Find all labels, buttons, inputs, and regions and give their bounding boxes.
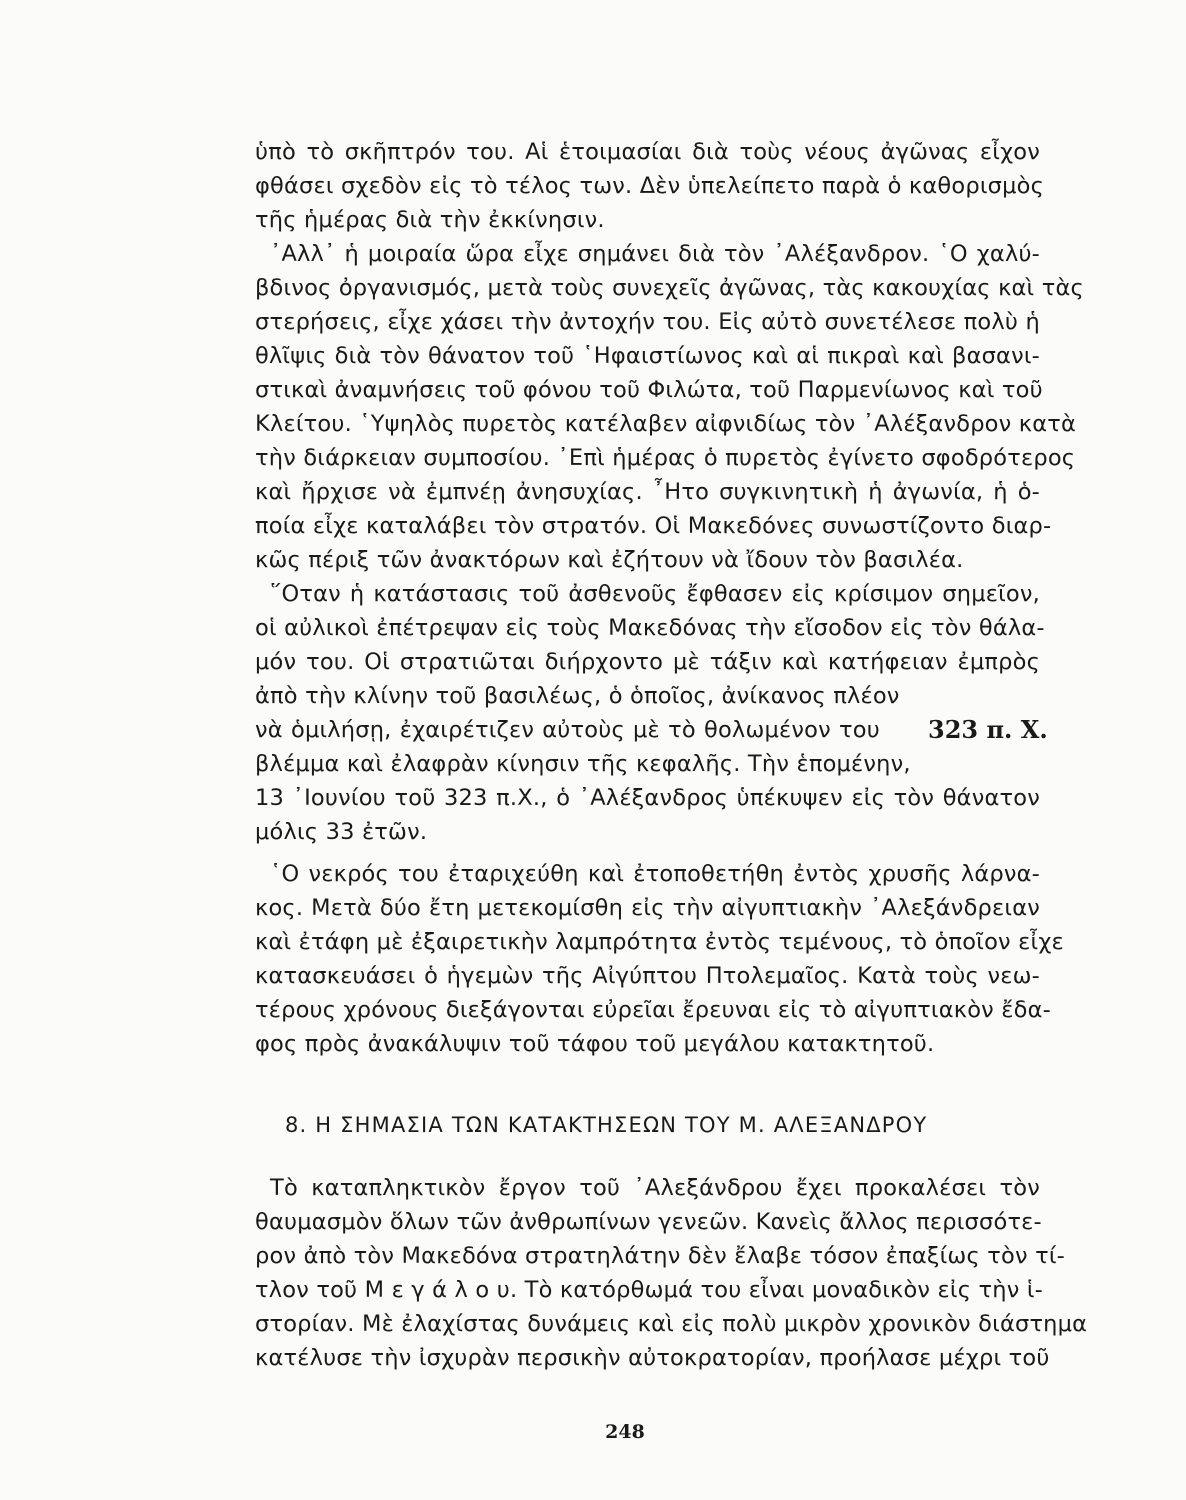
text-line: ῞Οταν ἡ κατάστασις τοῦ ἀσθενοῦς ἔφθασεν εἰς κρίσιμον σημεῖον, <box>270 581 1040 607</box>
text-line: μόν του. Οἱ στρατιῶται διήρχοντο μὲ τάξιν καὶ κατήφειαν ἐμπρὸς <box>255 649 1040 675</box>
text-line: νὰ ὁμιλήσῃ, ἐχαιρέτιζεν αὐτοὺς μὲ τὸ θολωμένον του <box>255 717 880 743</box>
text-line: Κλείτου. ῾Υψηλὸς πυρετὸς κατέλαβεν αἰφνιδίως τὸν ᾿Αλέξανδρον κατὰ <box>255 411 1077 437</box>
text-line: καὶ ἤρχισε νὰ ἐμπνέῃ ἀνησυχίας. ῏Ητο συγκινητικὴ ἡ ἀγωνία, ἡ ὁ- <box>255 479 1040 505</box>
margin-date-note: 323 π. Χ. <box>928 715 1048 744</box>
text-line: ᾿Αλλ᾿ ἡ μοιραία ὥρα εἶχε σημάνει διὰ τὸν ᾿Αλέξανδρον. ῾Ο χαλύ- <box>270 241 1040 267</box>
text-line: τλον τοῦ Μ ε γ ά λ ο υ. Τὸ κατόρθωμά του εἶναι μοναδικὸν εἰς τὴν ἱ- <box>255 1277 1043 1303</box>
text-line: 13 ᾿Ιουνίου τοῦ 323 π.Χ., ὁ ᾿Αλέξανδρος ὑπέκυψεν εἰς τὸν θάνατον <box>255 785 1040 811</box>
text-line: τῆς ἡμέρας διὰ τὴν ἐκκίνησιν. <box>255 207 605 233</box>
text-line: στερήσεις, εἶχε χάσει τὴν ἀντοχήν του. Εἰς αὐτὸ συνετέλεσε πολὺ ἡ <box>255 309 1040 335</box>
text-line: κατέλυσε τὴν ἰσχυρὰν περσικὴν αὐτοκρατορίαν, προήλασε μέχρι τοῦ <box>255 1345 1050 1371</box>
text-line: βδινος ὀργανισμός, μετὰ τοὺς συνεχεῖς ἀγῶνας, τὰς κακουχίας καὶ τὰς <box>255 275 1084 301</box>
text-line: θλῖψις διὰ τὸν θάνατον τοῦ ῾Ηφαιστίωνος καὶ αἱ πικραὶ καὶ βασανι- <box>255 343 1040 369</box>
text-line: κος. Μετὰ δύο ἔτη μετεκομίσθη εἰς τὴν αἰγυπτιακὴν ᾿Αλεξάνδρειαν <box>255 895 1040 921</box>
text-line: τέρους χρόνους διεξάγονται εὐρεῖαι ἔρευναι εἰς τὸ αἰγυπτιακὸν ἔδα- <box>255 997 1051 1023</box>
text-line: Τὸ καταπληκτικὸν ἔργον τοῦ ᾿Αλεξάνδρου ἔχει προκαλέσει τὸν <box>270 1175 1040 1201</box>
page-number: 248 <box>605 1421 645 1443</box>
text-line: φθάσει σχεδὸν εἰς τὸ τέλος των. Δὲν ὑπελείπετο παρὰ ὁ καθορισμὸς <box>255 173 1044 199</box>
text-line: στικαὶ ἀναμνήσεις τοῦ φόνου τοῦ Φιλώτα, τοῦ Παρμενίωνος καὶ τοῦ <box>255 377 1043 403</box>
section-heading: 8. Η ΣΗΜΑΣΙΑ ΤΩΝ ΚΑΤΑΚΤΗΣΕΩΝ ΤΟΥ Μ. ΑΛΕΞΑΝΔΡΟΥ <box>285 1113 928 1137</box>
text-line: κατασκευάσει ὁ ἡγεμὼν τῆς Αἰγύπτου Πτολεμαῖος. Κατὰ τοὺς νεω- <box>255 963 1040 989</box>
text-line: στορίαν. Μὲ ἐλαχίστας δυνάμεις καὶ εἰς πολὺ μικρὸν χρονικὸν διάστημα <box>255 1311 1088 1337</box>
text-line: καὶ ἐτάφη μὲ ἐξαιρετικὴν λαμπρότητα ἐντὸς τεμένους, τὸ ὁποῖον εἶχε <box>255 929 1064 955</box>
text-line: οἱ αὐλικοὶ ἐπέτρεψαν εἰς τοὺς Μακεδόνας τὴν εἴσοδον εἰς τὸν θάλα- <box>255 615 1045 641</box>
text-line: κῶς πέριξ τῶν ἀνακτόρων καὶ ἐζήτουν νὰ ἴδουν τὸν βασιλέα. <box>255 547 964 573</box>
text-line: θαυμασμὸν ὅλων τῶν ἀνθρωπίνων γενεῶν. Κανεὶς ἄλλος περισσότε- <box>255 1209 1042 1235</box>
text-line: ἀπὸ τὴν κλίνην τοῦ βασιλέως, ὁ ὁποῖος, ἀνίκανος πλέον <box>255 683 900 709</box>
text-line: μόλις 33 ἐτῶν. <box>255 819 428 845</box>
text-line: βλέμμα καὶ ἐλαφρὰν κίνησιν τῆς κεφαλῆς. Τὴν ἑπομένην, <box>255 751 911 777</box>
text-line: ποία εἶχε καταλάβει τὸν στρατόν. Οἱ Μακεδόνες συνωστίζοντο διαρ- <box>255 513 1052 539</box>
text-line: ὑπὸ τὸ σκῆπτρόν του. Αἱ ἑτοιμασίαι διὰ τοὺς νέους ἀγῶνας εἶχον <box>255 139 1040 165</box>
text-line: ρον ἀπὸ τὸν Μακεδόνα στρατηλάτην δὲν ἔλαβε τόσον ἐπαξίως τὸν τί- <box>255 1243 1065 1269</box>
text-line: τὴν διάρκειαν συμποσίου. ᾿Επὶ ἡμέρας ὁ πυρετὸς ἐγίνετο σφοδρότερος <box>255 445 1076 471</box>
text-line: ῾Ο νεκρός του ἐταριχεύθη καὶ ἐτοποθετήθη ἐντὸς χρυσῆς λάρνα- <box>270 861 1040 887</box>
text-line: φος πρὸς ἀνακάλυψιν τοῦ τάφου τοῦ μεγάλου κατακτητοῦ. <box>255 1031 935 1057</box>
